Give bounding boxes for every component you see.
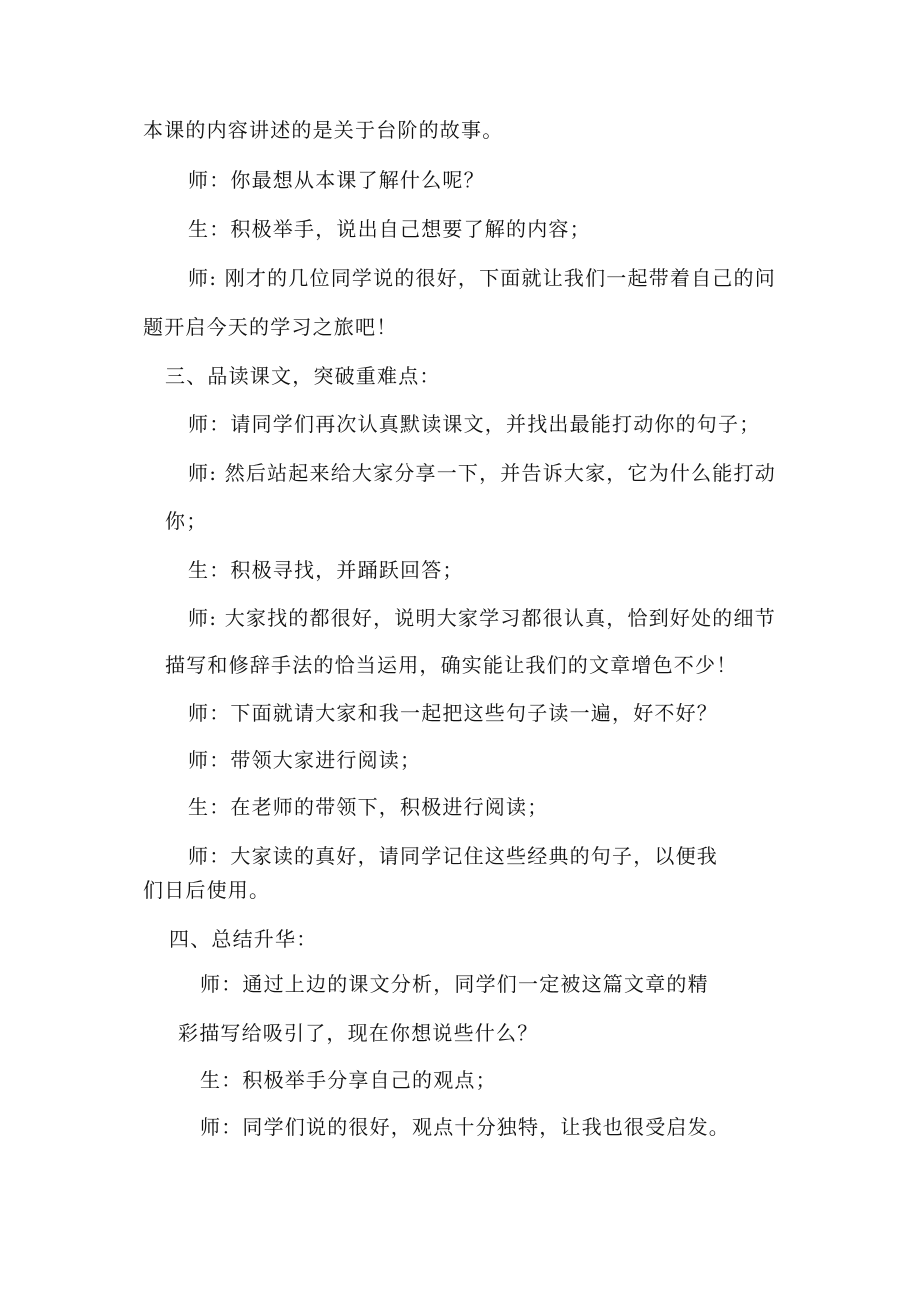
paragraph-line: 生：积极寻找，并踊跃回答； (188, 558, 464, 582)
section-heading: 四、总结升华： (169, 927, 318, 951)
paragraph-line: 师：大家读的真好，请同学记住这些经典的句子，以便我 (188, 844, 718, 868)
paragraph-line: 题开启今天的学习之旅吧！ (143, 315, 398, 339)
paragraph-line: 师: 然后站起来给大家分享一下，并告诉大家，它为什么能打动 (188, 461, 776, 485)
paragraph-line: 彩描写给吸引了，现在你想说些什么？ (178, 1021, 539, 1045)
paragraph-line: 生：积极举手，说出自己想要了解的内容； (188, 217, 591, 241)
paragraph-line: 师: 大家找的都很好，说明大家学习都很认真，恰到好处的细节 (188, 606, 776, 630)
section-heading: 三、品读课文，突破重难点： (165, 364, 441, 388)
paragraph-line: 们日后使用。 (143, 878, 271, 902)
paragraph-line: 生：积极举手分享自己的观点； (200, 1068, 497, 1092)
paragraph-line: 师：同学们说的很好，观点十分独特，让我也很受启发。 (200, 1115, 730, 1139)
paragraph-line: 师：下面就请大家和我一起把这些句子读一遍，好不好？ (188, 701, 718, 725)
paragraph-line: 师：你最想从本课了解什么呢？ (188, 168, 485, 192)
paragraph-line: 师：请同学们再次认真默读课文，并找出最能打动你的句子； (188, 412, 761, 436)
paragraph-line: 本课的内容讲述的是关于台阶的故事。 (143, 118, 504, 142)
paragraph-line: 你； (165, 509, 208, 533)
paragraph-line: 师: 刚才的几位同学说的很好，下面就让我们一起带着自己的问 (188, 266, 776, 290)
paragraph-line: 生：在老师的带领下，积极进行阅读； (188, 795, 549, 819)
paragraph-line: 师：通过上边的课文分析，同学们一定被这篇文章的精 (200, 972, 709, 996)
paragraph-line: 师：带领大家进行阅读； (188, 748, 422, 772)
paragraph-line: 描写和修辞手法的恰当运用，确实能让我们的文章增色不少！ (165, 653, 738, 677)
